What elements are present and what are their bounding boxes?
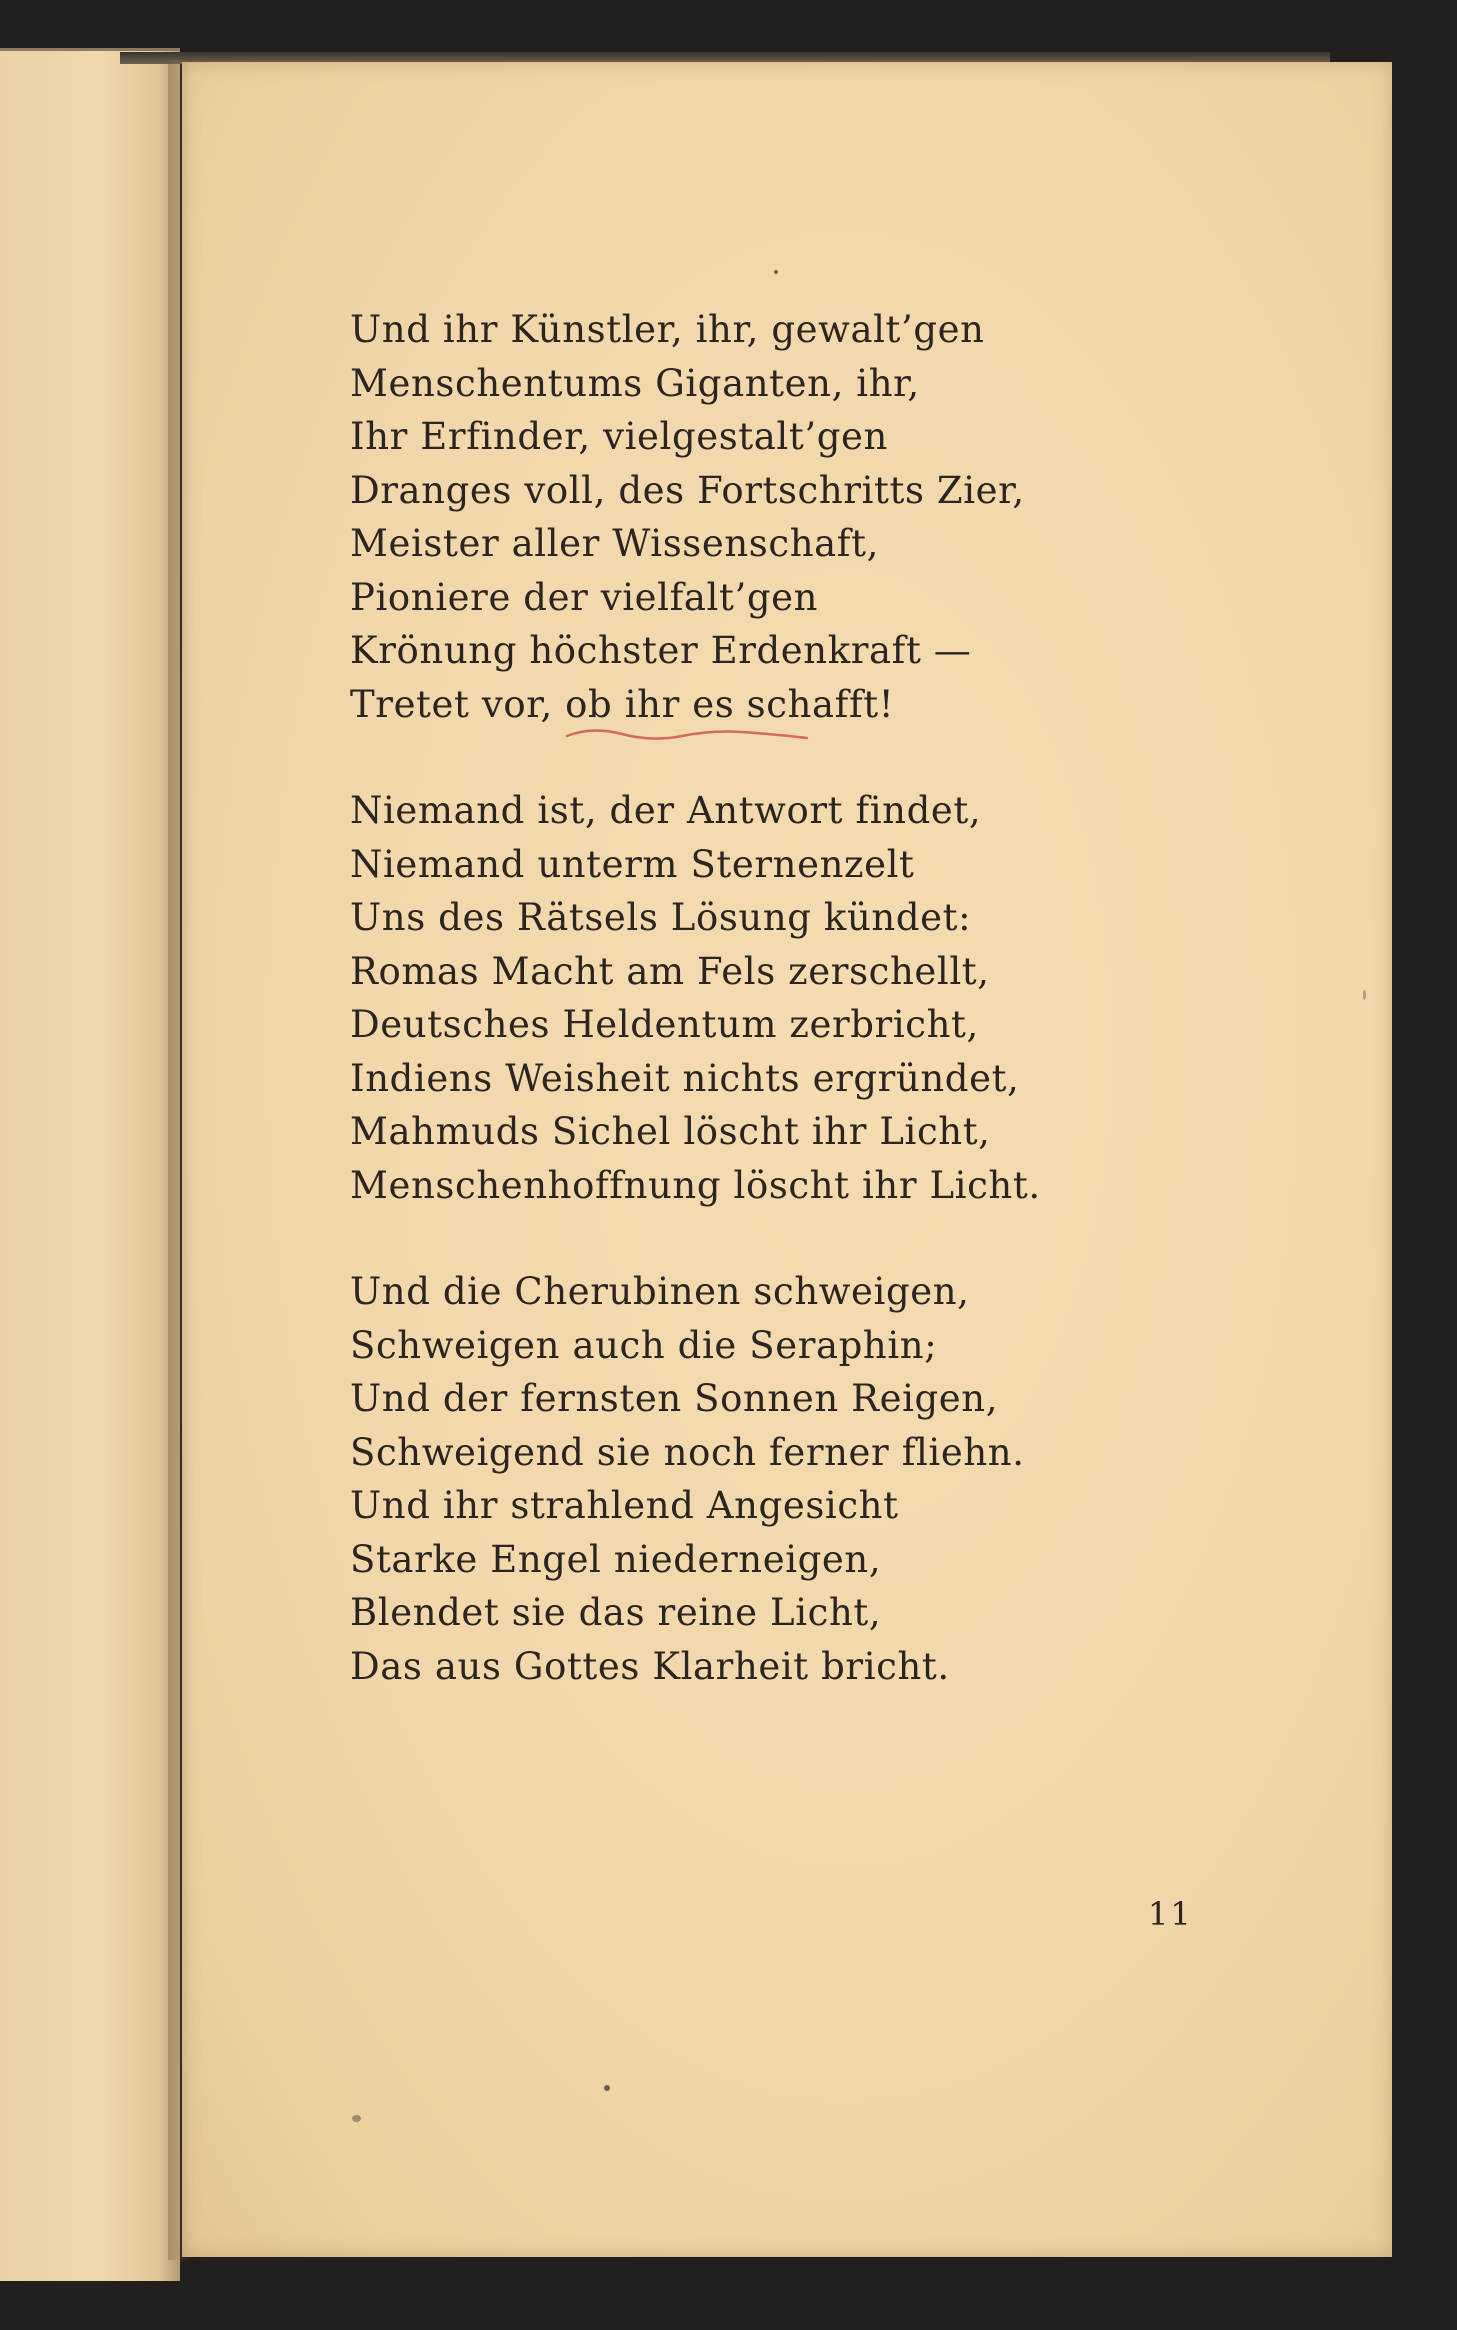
poem-line: Ihr Erfinder, vielgestalt’gen (350, 415, 888, 458)
poem-line: Pioniere der vielfalt’gen (350, 575, 819, 619)
poem-line: Starke Engel niederneigen, (350, 1537, 882, 1581)
poem-line: Niemand ist, der Antwort findet, (350, 789, 982, 832)
poem-line: Meister aller Wissenschaft, (350, 522, 879, 565)
paper-speck (1363, 990, 1366, 1000)
poem-line: Romas Macht am Fels zerschellt, (350, 949, 990, 993)
poem-line: Und ihr Künstler, ihr, gewalt’gen (350, 308, 985, 351)
page-number: 11 (1148, 1895, 1193, 1933)
pencil-underline-mark (562, 722, 812, 752)
previous-page-edge (0, 48, 180, 2281)
poem-line: Mahmuds Sichel löscht ihr Licht, (350, 1110, 991, 1153)
poem-line: Blendet sie das reine Licht, (350, 1591, 882, 1634)
poem-line: Krönung höchster Erdenkraft — (350, 629, 972, 672)
paper-speck (774, 270, 778, 274)
poem (350, 303, 1041, 1746)
poem-line: Dranges voll, des Fortschritts Zier, (350, 468, 1025, 512)
poem-line: Indiens Weisheit nichts ergründet, (350, 1056, 1020, 1100)
binding-gutter (168, 60, 190, 2260)
paper-speck (604, 2085, 610, 2091)
paper-speck (352, 2115, 361, 2122)
poem-line: Menschentums Giganten, ihr, (350, 361, 920, 405)
stanza-3 (350, 1265, 1041, 1693)
poem-line: Tretet vor, ob ihr es schafft! (350, 682, 895, 726)
poem-line: Das aus Gottes Klarheit bricht. (350, 1644, 950, 1688)
poem-line: Uns des Rätsels Lösung kündet: (350, 896, 972, 939)
poem-line: Schweigen auch die Seraphin; (350, 1323, 938, 1367)
poem-line: Niemand unterm Sternenzelt (350, 842, 915, 886)
poem-line: Und die Cherubinen schweigen, (350, 1270, 970, 1313)
poem-line: Deutsches Heldentum zerbricht, (350, 1003, 979, 1046)
poem-line: Schweigend sie noch ferner fliehn. (350, 1430, 1025, 1474)
stanza-2 (350, 784, 1041, 1212)
poem-line: Und der fernsten Sonnen Reigen, (350, 1377, 999, 1420)
poem-line: Menschenhoffnung löscht ihr Licht. (350, 1163, 1041, 1207)
stanza-1 (350, 303, 1041, 731)
poem-line: Und ihr strahlend Angesicht (350, 1484, 899, 1527)
